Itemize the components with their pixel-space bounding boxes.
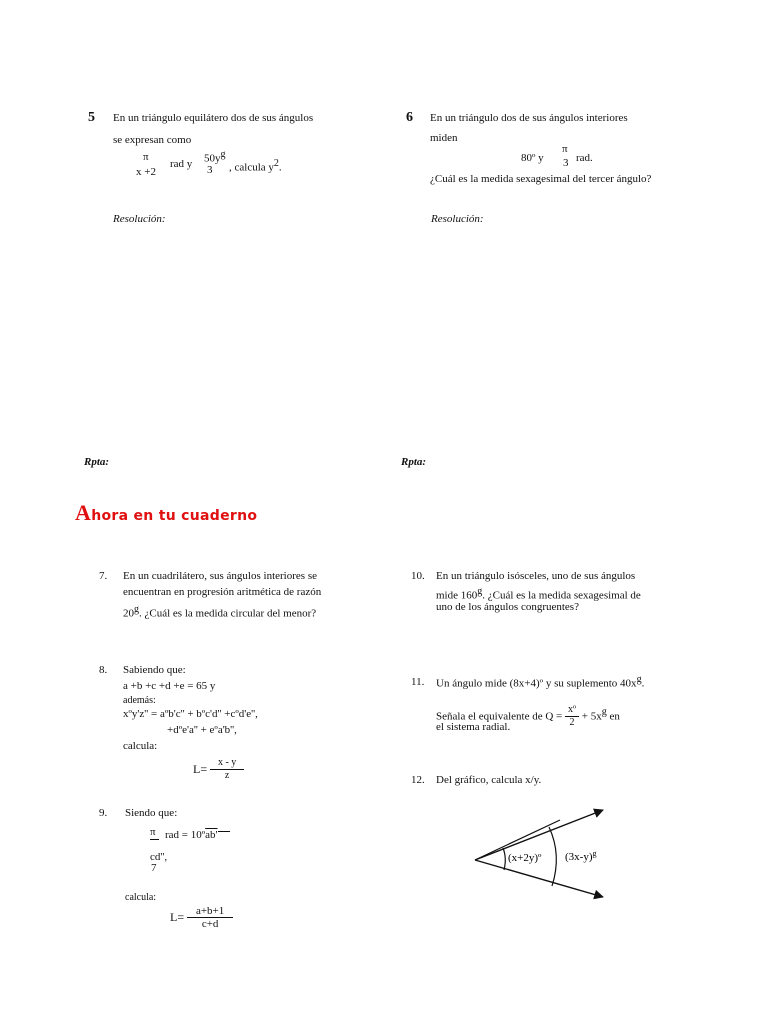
problem-9-formula: L= $\frac{a+b+1}{c+d}$	[170, 905, 233, 930]
problem-8-line3: además:	[123, 695, 156, 706]
problem-9-fraction-bar	[150, 839, 159, 840]
problem-11-number: 11.	[411, 676, 425, 688]
problem-11-line2: Señala el equivalente de Q = $\frac{\text{xº}}{2}$ + $5x^g$ en	[436, 704, 620, 728]
problem-8-line1: Sabiendo que:	[123, 664, 186, 676]
problem-6-rpta: Rpta:	[401, 456, 427, 468]
problem-9-line1: Siendo que:	[125, 807, 178, 819]
problem-12-figure	[470, 800, 610, 905]
problem-5-tail: , calcula $y^2$.	[229, 158, 282, 174]
problem-6-den: 3	[563, 157, 569, 169]
problem-7-line1: En un cuadrilátero, sus ángulos interiores se	[123, 570, 317, 582]
problem-10-number: 10.	[411, 570, 425, 582]
lower-ray	[475, 860, 603, 897]
problem-6-pi: π	[562, 143, 568, 155]
problem-5-den1: x +2	[136, 166, 156, 178]
problem-11-line3: el sistema radial.	[436, 721, 511, 733]
outer-angle-arc	[549, 827, 556, 886]
problem-9-calcula: calcula:	[125, 892, 157, 903]
problem-7-line2: encuentran en progresión aritmética de razón	[123, 586, 322, 598]
problem-9-rad: rad = 10ºab'	[165, 829, 230, 841]
problem-10-line3: uno de los ángulos congruentes?	[436, 601, 579, 613]
problem-5-resolucion: Resolución:	[113, 213, 166, 225]
problem-6-number: 6	[406, 110, 413, 125]
problem-5-num2: $50y^g$	[204, 149, 226, 165]
angle-label-2: $(3x-y)^g$	[565, 849, 597, 863]
problem-6-line1: En un triángulo dos de sus ángulos interiores	[430, 112, 628, 124]
problem-5-line1: En un triángulo equilátero dos de sus ángulos	[113, 112, 314, 124]
problem-8-line4: xºy'z'' = aºb'c'' + bºc'd'' +cºd'e'',	[123, 708, 258, 720]
problem-11-line1: Un ángulo mide (8x+4)º y su suplemento $40x^g$.	[436, 674, 645, 690]
problem-6-angle-a: 80º y	[521, 152, 544, 164]
problem-9-cd: cd'',	[150, 851, 168, 863]
problem-12-number: 12.	[411, 774, 425, 786]
problem-5-pi: π	[143, 151, 149, 163]
problem-8-number: 8.	[99, 664, 108, 676]
problem-7-line3: 20$^g$. ¿Cuál es la medida circular del menor?	[123, 604, 317, 620]
problem-5-number: 5	[88, 110, 95, 125]
problem-9-seven: 7	[151, 862, 157, 874]
section-heading: Ahora en tu cuaderno	[75, 500, 258, 525]
problem-12-line1: Del gráfico, calcula x/y.	[436, 774, 542, 786]
problem-10-line2: mide 160$^g$. ¿Cuál es la medida sexagesimal de	[436, 586, 641, 602]
problem-5-den2: 3	[207, 164, 213, 176]
problem-5-rpta: Rpta:	[84, 456, 110, 468]
problem-5-line2: se expresan como	[113, 134, 192, 146]
problem-6-line2: miden	[430, 132, 458, 144]
problem-7-number: 7.	[99, 570, 108, 582]
problem-9-pi: π	[150, 826, 156, 838]
problem-8-line2: a +b +c +d +e = 65 y	[123, 680, 216, 692]
problem-6-line3: ¿Cuál es la medida sexagesimal del tercer ángulo?	[430, 173, 652, 185]
problem-9-number: 9.	[99, 807, 108, 819]
problem-8-line5: +dºe'a'' + eºa'b'',	[167, 724, 237, 736]
problem-6-resolucion: Resolución:	[431, 213, 484, 225]
inner-angle-arc	[503, 848, 505, 870]
problem-8-line6: calcula:	[123, 740, 158, 752]
problem-8-formula: L= $\frac{x - y}{z}$	[193, 757, 244, 782]
problem-10-line1: En un triángulo isósceles, uno de sus ángulos	[436, 570, 636, 582]
problem-5-rad-y: rad y	[170, 158, 193, 170]
problem-6-rad: rad.	[576, 152, 593, 164]
angle-label-1: (x+2y)º	[508, 852, 542, 864]
